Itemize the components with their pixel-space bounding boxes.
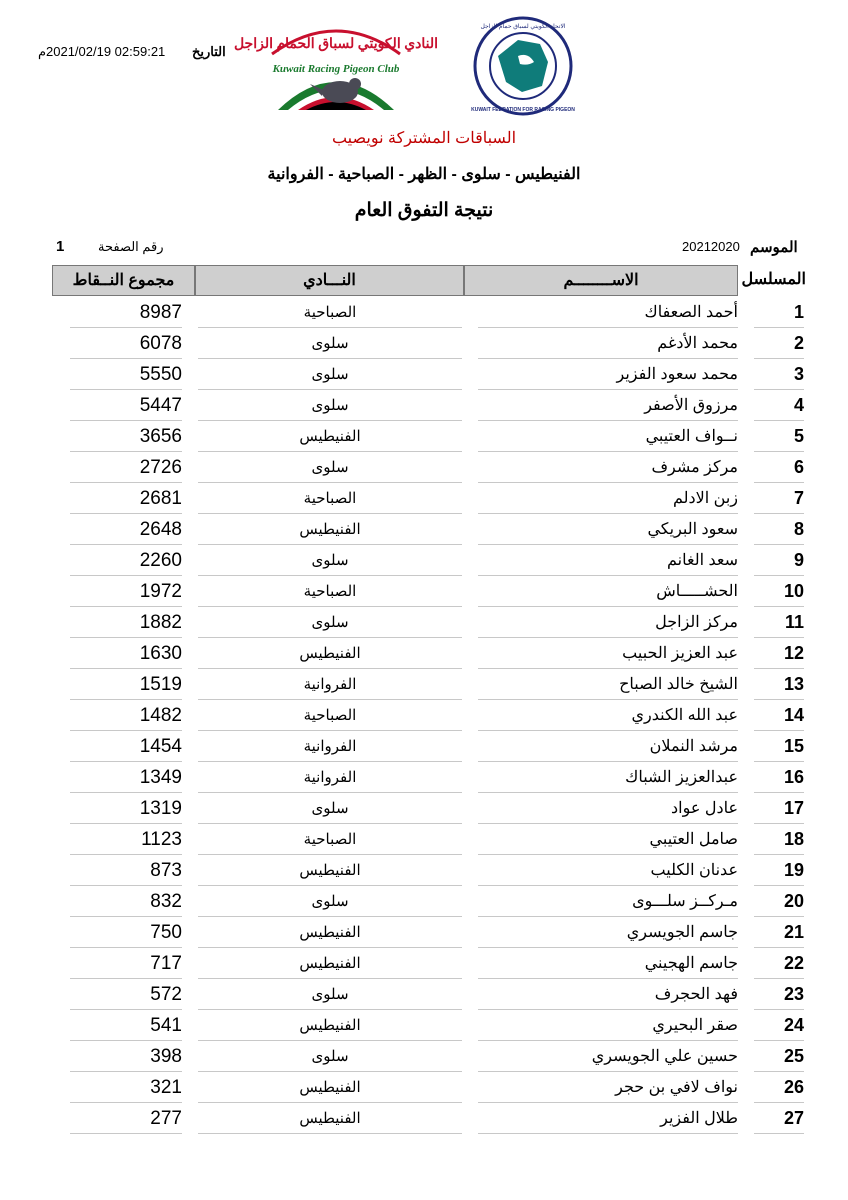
row-name: الشيخ خالد الصباح — [478, 668, 738, 700]
row-serial: 3 — [754, 358, 804, 390]
row-name: عادل عواد — [478, 792, 738, 824]
row-serial: 25 — [754, 1040, 804, 1072]
row-serial: 21 — [754, 916, 804, 948]
table-row — [50, 699, 808, 730]
row-serial: 12 — [754, 637, 804, 669]
row-points: 1519 — [70, 668, 182, 700]
row-serial: 13 — [754, 668, 804, 700]
row-name: صامل العتيبي — [478, 823, 738, 855]
row-points: 1482 — [70, 699, 182, 731]
row-points: 1319 — [70, 792, 182, 824]
row-name: مـركــز سلـــوى — [478, 885, 738, 917]
row-serial: 15 — [754, 730, 804, 762]
row-club: الصباحية — [198, 482, 462, 514]
table-row — [50, 885, 808, 916]
row-club: الفنيطيس — [198, 1009, 462, 1041]
row-name: سعد الغانم — [478, 544, 738, 576]
table-row — [50, 389, 808, 420]
date-value: 2021/02/19 02:59:21 — [46, 44, 166, 59]
row-points: 2260 — [70, 544, 182, 576]
row-points: 2648 — [70, 513, 182, 545]
row-name: طلال الفزير — [478, 1102, 738, 1134]
row-serial: 16 — [754, 761, 804, 793]
table-row — [50, 761, 808, 792]
table-row — [50, 420, 808, 451]
table-row — [50, 637, 808, 668]
table-row — [50, 1102, 808, 1133]
table-row — [50, 606, 808, 637]
club-logo — [233, 14, 439, 118]
result-title: نتيجة التفوق العام — [354, 200, 494, 221]
row-serial: 23 — [754, 978, 804, 1010]
row-club: الفنيطيس — [198, 916, 462, 948]
row-club: سلوى — [198, 327, 462, 359]
row-serial: 14 — [754, 699, 804, 731]
table-row — [50, 1071, 808, 1102]
row-points: 1349 — [70, 761, 182, 793]
row-name: مرشد النملان — [478, 730, 738, 762]
row-name: الحشـــــاش — [478, 575, 738, 607]
row-serial: 2 — [754, 327, 804, 359]
row-name: صقر البحيري — [478, 1009, 738, 1041]
table-row — [50, 513, 808, 544]
table-row — [50, 916, 808, 947]
row-points: 717 — [70, 947, 182, 979]
row-serial: 27 — [754, 1102, 804, 1134]
row-serial: 10 — [754, 575, 804, 607]
page-number: 1 — [56, 238, 65, 255]
row-name: عبدالعزيز الشباك — [478, 761, 738, 793]
row-points: 8987 — [70, 296, 182, 328]
row-club: سلوى — [198, 358, 462, 390]
table-row — [50, 978, 808, 1009]
row-name: فهد الحجرف — [478, 978, 738, 1010]
club-logo-text: النادي الكويتي لسباق الحمام الزاجل — [233, 37, 439, 52]
table-row — [50, 544, 808, 575]
row-club: الفنيطيس — [198, 420, 462, 452]
table-row — [50, 1040, 808, 1071]
row-points: 3656 — [70, 420, 182, 452]
row-points: 1123 — [70, 823, 182, 855]
row-points: 873 — [70, 854, 182, 886]
participating-clubs: الفنيطيس - سلوى - الظهر - الصباحية - الفروانية — [267, 166, 581, 183]
row-club: الفنيطيس — [198, 854, 462, 886]
row-points: 1630 — [70, 637, 182, 669]
table-row — [50, 451, 808, 482]
row-serial: 4 — [754, 389, 804, 421]
row-points: 277 — [70, 1102, 182, 1134]
row-club: الصباحية — [198, 699, 462, 731]
row-points: 398 — [70, 1040, 182, 1072]
table-row — [50, 854, 808, 885]
header-points: مجموع النــقاط — [52, 265, 195, 296]
table-row — [50, 792, 808, 823]
row-serial: 20 — [754, 885, 804, 917]
row-name: عدنان الكليب — [478, 854, 738, 886]
row-club: سلوى — [198, 885, 462, 917]
row-name: مركز مشرف — [478, 451, 738, 483]
table-row — [50, 668, 808, 699]
row-name: محمد الأدغم — [478, 327, 738, 359]
header-name: الاســــــــم — [464, 265, 738, 296]
row-club: الصباحية — [198, 296, 462, 328]
row-serial: 5 — [754, 420, 804, 452]
row-club: الفنيطيس — [198, 513, 462, 545]
row-serial: 24 — [754, 1009, 804, 1041]
club-logo-text-en: Kuwait Racing Pigeon Club — [272, 63, 400, 75]
header-serial: المسلسل — [740, 265, 808, 296]
row-club: سلوى — [198, 606, 462, 638]
row-club: الصباحية — [198, 575, 462, 607]
row-club: الفنيطيس — [198, 1102, 462, 1134]
row-name: مركز الزاجل — [478, 606, 738, 638]
table-row — [50, 730, 808, 761]
season-label: الموسم — [750, 239, 798, 256]
date-label: التاريخ — [192, 44, 226, 59]
row-points: 541 — [70, 1009, 182, 1041]
row-name: محمد سعود الفزير — [478, 358, 738, 390]
row-club: الفنيطيس — [198, 1071, 462, 1103]
row-points: 5447 — [70, 389, 182, 421]
federation-logo-text: الاتحاد الكويتي لسباق حمام الزاجل — [480, 24, 566, 30]
row-points: 572 — [70, 978, 182, 1010]
table-row — [50, 358, 808, 389]
row-name: عبد الله الكندري — [478, 699, 738, 731]
row-points: 1972 — [70, 575, 182, 607]
row-serial: 8 — [754, 513, 804, 545]
row-points: 6078 — [70, 327, 182, 359]
row-serial: 22 — [754, 947, 804, 979]
federation-logo — [472, 16, 574, 116]
row-name: نــواف العتيبي — [478, 420, 738, 452]
season-value: 20212020 — [682, 239, 740, 254]
table-row — [50, 1009, 808, 1040]
row-club: سلوى — [198, 978, 462, 1010]
table-row — [50, 327, 808, 358]
row-serial: 1 — [754, 296, 804, 328]
row-club: الفروانية — [198, 730, 462, 762]
table-row — [50, 575, 808, 606]
table-row — [50, 296, 808, 327]
row-name: أحمد الصعفاك — [478, 296, 738, 328]
row-serial: 17 — [754, 792, 804, 824]
row-points: 832 — [70, 885, 182, 917]
row-serial: 9 — [754, 544, 804, 576]
table-row — [50, 947, 808, 978]
row-points: 1454 — [70, 730, 182, 762]
row-points: 5550 — [70, 358, 182, 390]
row-club: سلوى — [198, 792, 462, 824]
row-club: سلوى — [198, 544, 462, 576]
federation-logo-text-en: KUWAIT FEDRATION FOR RACING PIGEON — [471, 107, 575, 113]
row-name: عبد العزيز الحبيب — [478, 637, 738, 669]
row-club: الصباحية — [198, 823, 462, 855]
row-name: جاسم الجويسري — [478, 916, 738, 948]
row-points: 2681 — [70, 482, 182, 514]
row-name: جاسم الهجيني — [478, 947, 738, 979]
date-suffix: م — [38, 44, 47, 59]
row-serial: 26 — [754, 1071, 804, 1103]
header-club: النـــادي — [195, 265, 464, 296]
row-name: نواف لافي بن حجر — [478, 1071, 738, 1103]
row-serial: 18 — [754, 823, 804, 855]
row-serial: 6 — [754, 451, 804, 483]
row-club: سلوى — [198, 1040, 462, 1072]
table-row — [50, 823, 808, 854]
row-name: مرزوق الأصفر — [478, 389, 738, 421]
row-serial: 11 — [754, 606, 804, 638]
race-title: السباقات المشتركة نويصيب — [331, 130, 517, 147]
row-club: الفنيطيس — [198, 947, 462, 979]
row-name: زبن الادلم — [478, 482, 738, 514]
row-club: سلوى — [198, 389, 462, 421]
row-club: الفنيطيس — [198, 637, 462, 669]
row-club: سلوى — [198, 451, 462, 483]
row-name: حسين علي الجويسري — [478, 1040, 738, 1072]
row-points: 321 — [70, 1071, 182, 1103]
table-row — [50, 482, 808, 513]
row-club: الفروانية — [198, 668, 462, 700]
page-number-label: رقم الصفحة — [98, 239, 164, 254]
row-club: الفروانية — [198, 761, 462, 793]
row-points: 2726 — [70, 451, 182, 483]
row-points: 1882 — [70, 606, 182, 638]
row-points: 750 — [70, 916, 182, 948]
row-name: سعود البريكي — [478, 513, 738, 545]
row-serial: 7 — [754, 482, 804, 514]
row-serial: 19 — [754, 854, 804, 886]
